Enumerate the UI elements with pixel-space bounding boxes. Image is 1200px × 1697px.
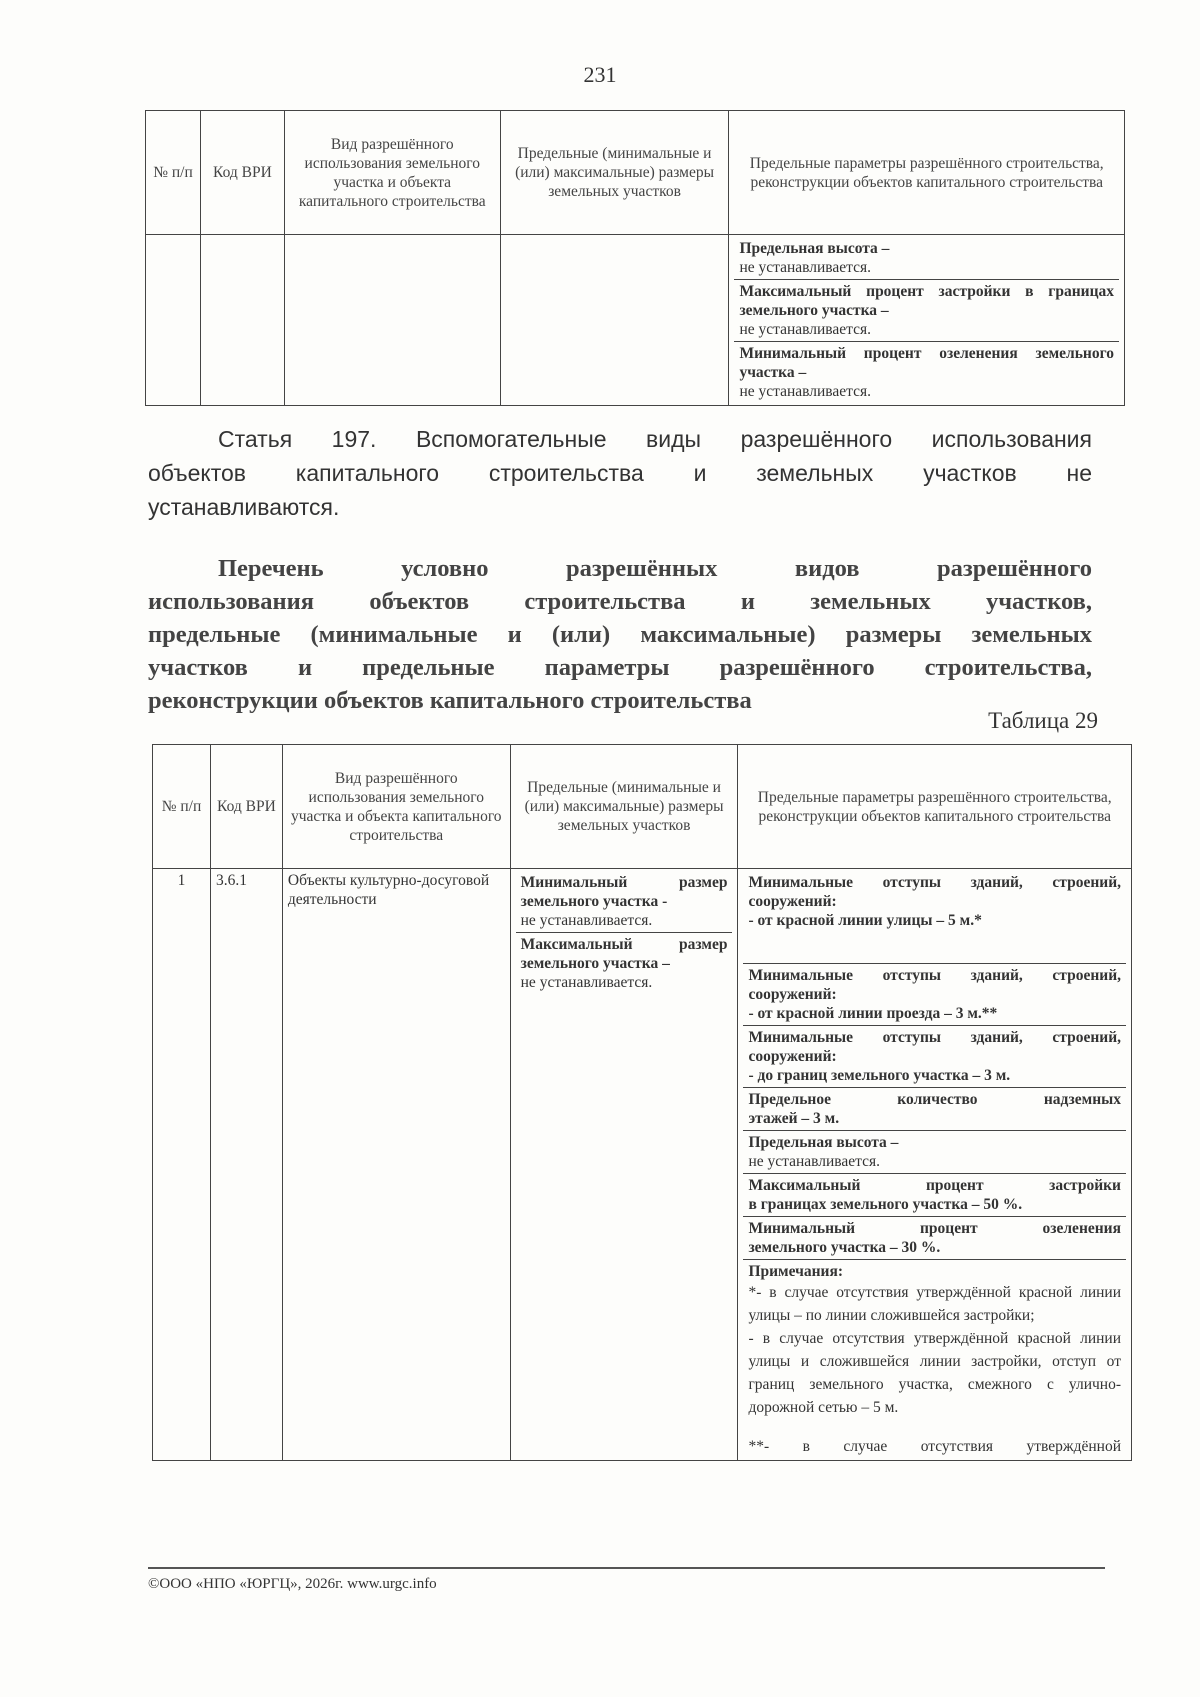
table-header-row xyxy=(146,111,1125,235)
continuation-table xyxy=(145,110,1125,406)
article-line: Статья 197. Вспомогательные виды разрешённого использования xyxy=(218,426,1092,452)
header-code: Код ВРИ xyxy=(200,111,284,235)
heading-line: реконструкции объектов капитального строительства xyxy=(148,687,752,714)
param-block xyxy=(743,1131,1126,1174)
row-use: Объекты культурно-досуговой деятельности xyxy=(282,869,510,1461)
param-text: не устанавливается. xyxy=(739,383,871,400)
footer-divider xyxy=(148,1567,1105,1569)
param-text: не устанавливается. xyxy=(748,1153,881,1170)
header-use: Вид разрешённого использования земельного участка и объекта капитального строительства xyxy=(282,745,510,869)
size-bold: Максимальный размер земельного участка – xyxy=(520,936,728,972)
param-bold: Предельная высота – xyxy=(739,240,890,257)
params-cell xyxy=(738,869,1132,1461)
sizes-cell xyxy=(510,869,738,1461)
param-text: - от красной линии улицы – 5 м.* xyxy=(748,912,982,929)
param-bold: Минимальные отступы зданий, строений, сооружений: xyxy=(748,967,1121,1003)
page-number: 231 xyxy=(583,62,617,87)
cell-empty xyxy=(146,235,201,406)
footer-copyright: ©ООО «НПО «ЮРГЦ», 2026г. www.urgc.info xyxy=(148,1576,437,1592)
table-row xyxy=(146,235,1125,406)
heading-line: участков и предельные параметры разрешённого строительства, xyxy=(148,654,1092,681)
cell-empty xyxy=(200,235,284,406)
param-text: - от красной линии проезда – 3 м.** xyxy=(748,1005,998,1022)
header-params: Предельные параметры разрешённого строительства, реконструкции объектов капитального строительства xyxy=(738,745,1132,869)
cell-empty xyxy=(500,235,729,406)
heading-line: предельные (минимальные и (или) максимальные) размеры земельных xyxy=(148,621,1092,648)
header-num: № п/п xyxy=(153,745,211,869)
param-block xyxy=(743,1088,1126,1131)
header-size: Предельные (минимальные и (или) максимальные) размеры земельных участков xyxy=(510,745,738,869)
header-size: Предельные (минимальные и (или) максимальные) размеры земельных участков xyxy=(500,111,729,235)
note-spacer xyxy=(748,1419,1121,1437)
param-text: не устанавливается. xyxy=(739,321,871,338)
header-params: Предельные параметры разрешённого строительства, реконструкции объектов капитального строительства xyxy=(729,111,1125,235)
notes-block xyxy=(743,1260,1126,1458)
header-num: № п/п xyxy=(146,111,201,235)
cell-empty xyxy=(284,235,500,406)
notes-title: Примечания: xyxy=(748,1263,844,1280)
param-block xyxy=(743,1026,1126,1088)
table-header-row xyxy=(153,745,1132,869)
header-code: Код ВРИ xyxy=(210,745,282,869)
param-bold: Минимальные отступы зданий, строений, сооружений: xyxy=(748,1029,1121,1065)
param-block xyxy=(743,1217,1126,1260)
param-text: - до границ земельного участка – 3 м. xyxy=(748,1067,1011,1084)
param-text: земельного участка – 30 %. xyxy=(748,1239,941,1256)
param-block xyxy=(734,237,1119,280)
param-text: не устанавливается. xyxy=(739,259,871,276)
param-bold: Предельное количество надземных xyxy=(748,1091,1121,1108)
param-bold: Максимальный процент застройки xyxy=(748,1177,1121,1194)
size-text: не устанавливается. xyxy=(520,912,653,929)
size-text: не устанавливается. xyxy=(520,974,653,991)
table-row xyxy=(153,869,1132,1461)
param-bold: Минимальные отступы зданий, строений, сооружений: xyxy=(748,874,1121,910)
param-bold: Минимальный процент озеленения земельного участка – xyxy=(739,345,1114,381)
param-text: этажей – 3 м. xyxy=(748,1110,840,1127)
param-block xyxy=(743,871,1126,964)
param-bold: Максимальный процент застройки в границах земельного участка – xyxy=(739,283,1114,319)
table-29 xyxy=(152,744,1132,1461)
row-num: 1 xyxy=(153,869,211,1461)
article-line: объектов капитального строительства и земельных участков не xyxy=(148,460,1092,486)
size-block xyxy=(516,933,733,994)
header-use: Вид разрешённого использования земельного участка и объекта капитального строительства xyxy=(284,111,500,235)
article-197 xyxy=(148,422,1092,524)
note-text: - в случае отсутствия утверждённой красной линии улицы и сложившейся линии застройки, отступ от границ земельного участка, смежного с улично-дорожной сетью – 5 м. xyxy=(748,1330,1121,1416)
note-text: **- в случае отсутствия утверждённой xyxy=(748,1438,1121,1455)
param-block xyxy=(734,342,1119,403)
note-text: *- в случае отсутствия утверждённой красной линии улицы – по линии сложившейся застройки; xyxy=(748,1284,1121,1324)
heading-line: Перечень условно разрешённых видов разрешённого xyxy=(218,555,1092,582)
param-block xyxy=(743,1174,1126,1217)
param-block xyxy=(743,964,1126,1026)
param-block xyxy=(734,280,1119,342)
param-bold: Минимальный процент озеленения xyxy=(748,1220,1121,1237)
article-line: устанавливаются. xyxy=(148,494,340,520)
size-bold: Минимальный размер земельного участка - xyxy=(520,874,728,910)
params-cell xyxy=(729,235,1125,406)
heading-line: использования объектов строительства и земельных участков, xyxy=(148,588,1092,615)
param-bold: Предельная высота – xyxy=(748,1134,899,1151)
param-text: в границах земельного участка – 50 %. xyxy=(748,1196,1023,1213)
size-block xyxy=(516,871,733,933)
list-heading xyxy=(148,552,1092,717)
table-caption: Таблица 29 xyxy=(988,708,1098,733)
row-code: 3.6.1 xyxy=(210,869,282,1461)
